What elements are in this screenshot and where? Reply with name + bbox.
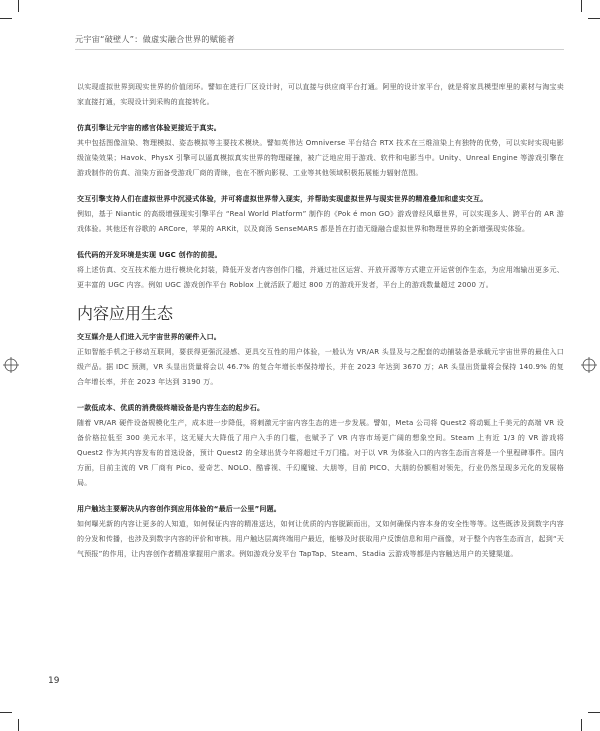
- body-paragraph: 以实现虚拟世界到现实世界的价值闭环。譬如在进行厂区设计时，可以直接与供应商平台打通。阿里的设计家平台，就是将家具模型库里的素材与淘宝卖家直接打通，实现设计到采购的直接转化。: [77, 83, 564, 106]
- section-title: 内容应用生态: [77, 304, 174, 323]
- crop-mark: [0, 18, 12, 19]
- paragraph-heading: 低代码的开发环境是实现 UGC 创作的前提。: [77, 251, 222, 259]
- body-paragraph: 正如智能手机之于移动互联网，要获得更强沉浸感、更具交互性的用户体验，一般认为 VR/AR 头显及与之配套的动捕装备是承载元宇宙世界的最佳入口级产品。据 IDC 预测，VR 头显出货量将会以 46.7% 的复合年增长率保持增长，并在 2023 年达到 3670 万；AR 头显出货量将会保持 140.9% 的复合年增长率，并在 2023 年达到 3190 万。: [77, 348, 564, 386]
- crop-mark: [588, 18, 600, 19]
- paragraph-heading: 一款低成本、优质的消费级终端设备是内容生态的起步石。: [77, 404, 265, 412]
- body-paragraph: 其中包括图像渲染、物理模拟、姿态模拟等主要技术模块。譬如英伟达 Omniverse 平台结合 RTX 技术在三维渲染上有独特的优势，可以实时实现电影级渲染效果；Havok、PhysX 引擎可以逼真模拟真实世界的物理碰撞，被广泛地应用于游戏、软件和电影当中。Unity、Unreal Engine 等游戏引擎在游戏制作的仿真、渲染方面备受游戏厂商的青睐，也在不断向影视、工业等其他领域积极拓展能力辐射范围。: [77, 139, 564, 177]
- crop-mark: [18, 719, 19, 731]
- registration-mark-icon: [581, 357, 597, 373]
- registration-mark-icon: [3, 357, 19, 373]
- paragraph-heading: 用户触达主要解决从内容创作到应用体验的“最后一公里”问题。: [77, 505, 282, 513]
- running-header: 元宇宙“破壁人”：做虚实融合世界的赋能者: [75, 34, 235, 44]
- body-paragraph: 将上述仿真、交互技术能力进行模块化封装，降低开发者内容创作门槛，并通过社区运营、开放开源等方式建立开运营创作生态，为应用端输出更多元、更丰富的 UGC 内容。例如 UGC 游戏创作平台 Roblox 上就活跃了超过 800 万的游戏开发者，平台上的游戏数量超过 2000 万。: [77, 266, 564, 289]
- page-number: 19: [48, 676, 60, 686]
- crop-mark: [18, 0, 19, 12]
- crop-mark: [581, 719, 582, 731]
- paragraph-heading: 仿真引擎让元宇宙的感官体验更接近于真实。: [77, 124, 221, 132]
- crop-mark: [588, 712, 600, 713]
- crop-mark: [581, 0, 582, 12]
- paragraph-heading: 交互媒介是人们进入元宇宙世界的硬件入口。: [77, 333, 221, 341]
- page-body: [77, 80, 564, 562]
- body-paragraph: 如何曝光新的内容让更多的人知道，如何保证内容的精准送达，如何让优质的内容脱颖而出，又如何确保内容本身的安全性等等。这些既涉及到数字内容的分发和传播，也涉及到数字内容的评价和审核。用户触达层离终端用户最近，能够及时获取用户反馈信息和用户画像，对于整个内容生态而言，起到“天气预报”的作用，让内容创作者精准掌握用户需求。例如游戏分发平台 TapTap、Steam、Stadia 云游戏等都是内容触达用户的关键渠道。: [77, 520, 564, 558]
- header-divider: [75, 49, 564, 50]
- body-paragraph: 例如，基于 Niantic 的高级增强现实引擎平台 “Real World Platform” 制作的《Pok é mon GO》游戏曾经风靡世界，可以实现多人、跨平台的 AR 游戏体验。其他还有谷歌的 ARCore，苹果的 ARKit，以及商汤 SenseMARS 都是旨在打造无缝融合虚拟世界和物理世界的全新增强现实体验。: [77, 210, 564, 233]
- crop-mark: [0, 712, 12, 713]
- body-paragraph: 随着 VR/AR 硬件设备规模化生产，成本进一步降低，将刺激元宇宙内容生态的进一步发展。譬如，Meta 公司将 Quest2 将动辄上千美元的高端 VR 设备价格拉低至 300 美元水平，这无疑大大降低了用户入手的门槛，也赋予了 VR 内容市场更广阔的想象空间。Steam 上有近 1/3 的 VR 游戏将 Quest2 作为其内容发布的首选设备，预计 Quest2 的全球出货今年将超过千万门槛。对于以 VR 为体验入口的内容生态而言将是一个里程碑事件。国内方面，目前主流的 VR 厂商有 Pico、爱奇艺、NOLO、酷睿视、千幻魔镜、大朋等，目前 PICO、大朋的份额相对领先，行业仍然呈现多元化的发展格局。: [77, 419, 564, 487]
- paragraph-heading: 交互引擎支持人们在虚拟世界中沉浸式体验，并可将虚拟世界带入现实，并帮助实现虚拟世界与现实世界的精准叠加和虚实交互。: [77, 195, 488, 203]
